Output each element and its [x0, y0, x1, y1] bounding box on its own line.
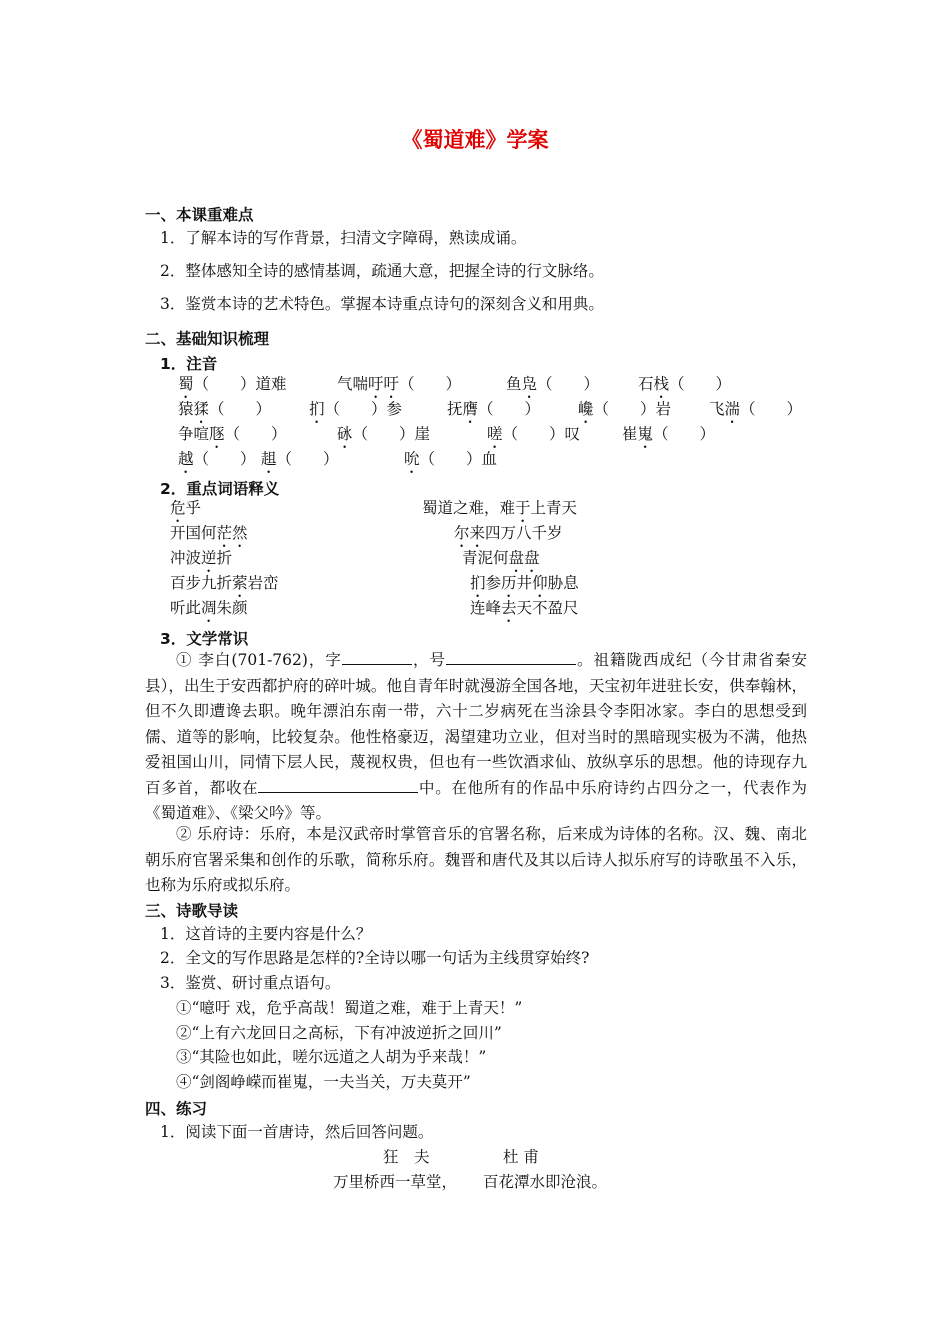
page-title: 《蜀道难》学案	[401, 128, 549, 152]
zhuyin-item: 飞湍（ ）	[709, 400, 803, 418]
subheading-wenxue: 3．文学常识	[160, 630, 249, 648]
section-heading-1: 一、本课重难点	[145, 206, 254, 224]
poem-title: 狂 夫	[383, 1148, 430, 1166]
vocab-item: 连峰去天不盈尺	[470, 599, 579, 617]
section-heading-3: 三、诗歌导读	[145, 902, 239, 920]
answer-blank-collection[interactable]	[258, 776, 418, 793]
zhuyin-item: 气喘吁吁（ ）	[337, 375, 462, 393]
answer-blank-zi[interactable]	[342, 648, 412, 665]
zhuyin-item: 崔嵬（ ）	[622, 425, 716, 443]
zhuyin-item: 扪（ ）参	[309, 400, 403, 418]
poem-line: 万里桥西一草堂，	[333, 1173, 458, 1191]
goal-item: 3．鉴赏本诗的艺术特色。掌握本诗重点诗句的深刻含义和用典。	[160, 295, 604, 313]
quote-item: ④“剑阁峥嵘而崔嵬，一夫当关，万夫莫开”	[176, 1073, 471, 1091]
literature-note-yuefu: ② 乐府诗：乐府，本是汉武帝时掌管音乐的官署名称，后来成为诗体的名称。汉、魏、南北朝乐府官署采集和创作的乐歌，简称乐府。魏晋和唐代及其以后诗人拟乐府写的诗歌虽不入乐，也称为乐府或拟乐府。	[145, 825, 807, 894]
subheading-ciyu: 2．重点词语释义	[160, 480, 280, 498]
zhuyin-item: 吮（ ）血	[404, 450, 498, 468]
vocab-item: 尔来四万八千岁	[454, 524, 563, 542]
vocab-item: 百步九折萦岩峦	[170, 574, 279, 592]
vocab-item: 扪参历井仰胁息	[470, 574, 579, 592]
vocab-item: 青泥何盘盘	[462, 549, 540, 567]
vocab-item: 开国何茫然	[170, 524, 248, 542]
zhuyin-item: 鱼凫（ ）	[506, 375, 600, 393]
quote-item: ②“上有六龙回日之高标，下有冲波逆折之回川”	[176, 1024, 502, 1042]
zhuyin-item: 争喧豗（ ）	[178, 425, 287, 443]
vocab-item: 冲波逆折	[170, 549, 233, 567]
reading-question: 2．全文的写作思路是怎样的?全诗以哪一句话为主线贯穿始终?	[160, 949, 590, 967]
reading-question: 1．这首诗的主要内容是什么？	[160, 925, 372, 943]
poem-line: 百花潭水即沧浪。	[483, 1173, 608, 1191]
exercise-question: 1．阅读下面一首唐诗，然后回答问题。	[160, 1123, 434, 1141]
answer-blank-hao[interactable]	[446, 648, 576, 665]
quote-item: ③“其险也如此，嗟尔远道之人胡为乎来哉！”	[176, 1048, 487, 1066]
zhuyin-item: 趄（ ）	[261, 450, 339, 468]
zhuyin-item: 砯（ ）崖	[337, 425, 431, 443]
vocab-item: 危乎	[170, 499, 202, 517]
poem-author: 杜 甫	[503, 1148, 539, 1166]
quote-item: ①“噫吁 戏，危乎高哉！蜀道之难，难于上青天！”	[176, 999, 523, 1017]
literature-note-libai: ① 李白(701-762)，字 ，号 。祖籍陇西成纪（今甘肃省秦安县），出生于安西都护府的碎叶城。他自青年时就漫游全国各地，天宝初年进驻长安，供奉翰林，但不久即遭谗去职。晚年漂泊东南一带，六十二岁病死在当涂县令李阳冰家。李白的思想受到儒、道等的影响，比较复杂。他性格豪迈，渴望建功立业，但对当时的黑暗现实极为不满，他热爱祖国山川，同情下层人民，蔑视权贵，但也有一些饮酒求仙、放纵享乐的思想。他的诗现存九百多首，都收在 中。在他所有的作品中乐府诗约占四分之一，代表作为《蜀道难》、《梁父吟》等。	[145, 648, 807, 827]
zhuyin-item: 抚膺（ ）	[447, 400, 541, 418]
zhuyin-item: 蜀（ ）道难	[178, 375, 287, 393]
reading-question: 3．鉴赏、研讨重点语句。	[160, 974, 341, 992]
goal-item: 2．整体感知全诗的感情基调，疏通大意，把握全诗的行文脉络。	[160, 262, 604, 280]
section-heading-4: 四、练习	[145, 1100, 208, 1118]
section-heading-2: 二、基础知识梳理	[145, 330, 270, 348]
zhuyin-item: 越（ ）	[178, 450, 256, 468]
zhuyin-item: 巉（ ）岩	[578, 400, 672, 418]
zhuyin-item: 嗟（ ）叹	[487, 425, 581, 443]
zhuyin-item: 猿猱（ ）	[178, 400, 272, 418]
zhuyin-item: 石栈（ ）	[638, 375, 732, 393]
goal-item: 1．了解本诗的写作背景，扫清文字障碍，熟读成诵。	[160, 229, 527, 247]
vocab-item: 听此凋朱颜	[170, 599, 248, 617]
vocab-item: 蜀道之难，难于上青天	[422, 499, 578, 517]
subheading-zhuyin: 1．注音	[160, 355, 218, 373]
